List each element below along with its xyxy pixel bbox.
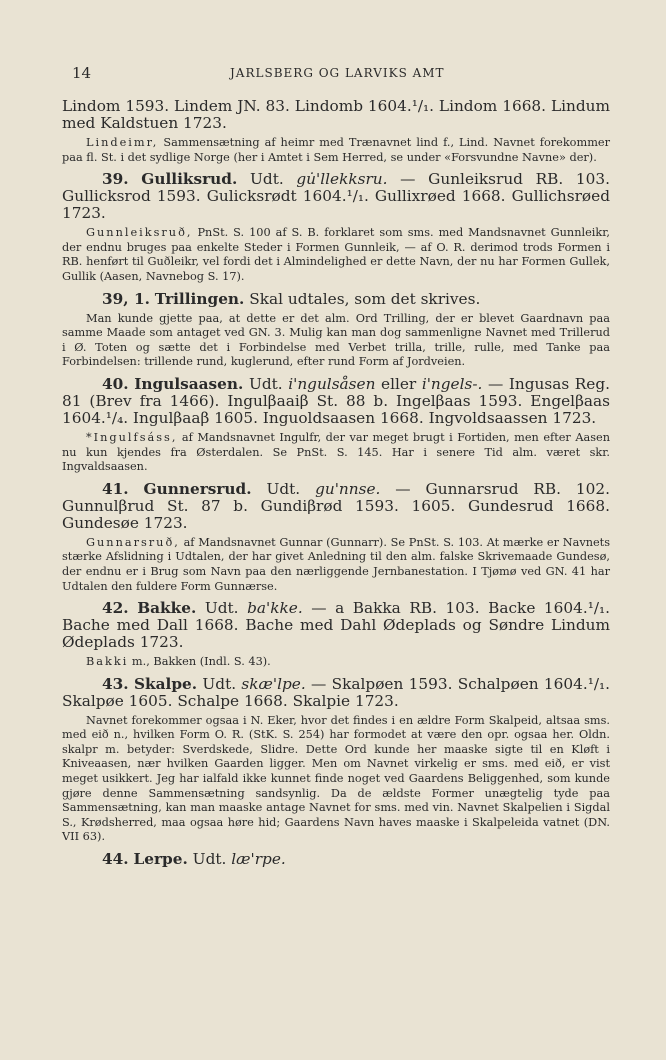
etymology-note: Navnet forekommer ogsaa i N. Eker, hvor det findes i en ældre Form Skalpeid, altsaa sms. med eið n., hvilken Form O. R. (StK. S. 254) har formodet at være den opr. ogsaa her. Oldn. skalpr m. betyder: Sverdskede, Slidre. Dette Ord kunde her maaske sigte til en Kløft i Kniveaasen, nær hvilken Gaarden ligger. Men om Navnet virkelig er sms. med eið, er vist meget usikkert. Jeg har ialfald ikke kunnet finde noget ved Gaardens Beliggenhed, som kunde gjøre denne Sammensætning sandsynlig. Da de ældste Former unægtelig tyde paa Sammensætning, kan man maaske antage Navnet for sms. med vin. Navnet Skalpelien i Sigdal S., Krødsherred, maa ogsaa høre hid; Gaardens Navn haves maaske i Skalpeleida vatnet (DN. VII 63). xyxy=(62,713,610,844)
etymology-note: Man kunde gjette paa, at dette er det alm. Ord Trilling, der er blevet Gaardnavn paa samme Maade som antaget ved GN. 3. Mulig kan man dog sammenligne Navnet med Trillerud i Ø. Toten og sætte det i Forbindelse med Verbet trilla, trille, rulle, med Tanke paa Forbindelsen: trillende rund, kuglerund, efter rund Form af Jordveien. xyxy=(62,311,610,369)
running-title: JARLSBERG OG LARVIKS AMT xyxy=(230,66,445,80)
entry-41: 41. Gunnersrud. Udt. gu'nnse. — Gunnarsrud RB. 102. Gunnulβrud St. 87 b. Gundiβrød 1593. 1605. Gundesrud 1668. Gundesøe 1723. xyxy=(62,479,610,532)
etymology-note: Bakki m., Bakken (Indl. S. 43). xyxy=(86,655,271,669)
entry-44: 44. Lerpe. Udt. læ'rpe. xyxy=(102,850,286,869)
entry-43: 43. Skalpe. Udt. skæ'lpe. — Skalpøen 1593. Schalpøen 1604.¹/₁. Skalpøe 1605. Schalpe 1668. Skalpie 1723. xyxy=(62,674,610,710)
entry-42: 42. Bakke. Udt. ba'kke. — a Bakka RB. 103. Backe 1604.¹/₁. Bache med Dall 1668. Bache med Dahl Ødeplads og Søndre Lindum Ødeplads 1723. xyxy=(62,599,610,652)
entry-40: 40. Ingulsaasen. Udt. i'ngulsåsen eller i'ngels-. — Ingusas Reg. 81 (Brev fra 1466). Ingulβaaiβ St. 88 b. Ingelβaas 1593. Engelβaas 1604.¹/₄. Ingulβaaβ 1605. Inguoldsaasen 1668. Ingvoldsaassen 1723. xyxy=(62,374,611,427)
etymology-note: Gunnarsruð, af Mandsnavnet Gunnar (Gunnarr). Se PnSt. S. 103. At mærke er Navnets stærke Afslidning i Udtalen, der har givet Anledning til den alm. falske Skrivemaade Gundesø, der endnu er i Brug som Navn paa den nærliggende Jernbanestation. I Tjømø ved GN. 41 har Udtalen den fuldere Form Gunnærse. xyxy=(62,535,610,593)
entry-text: Lindom 1593. Lindem JN. 83. Lindomb 1604.¹/₁. Lindom 1668. Lindum med Kaldstuen 1723. xyxy=(62,97,610,132)
entry-39: 39. Gulliksrud. Udt. gu̇'llekksru. — Gunleiksrud RB. 103. Gullicksrod 1593. Gulicksrødt 1604.¹/₁. Gullixrøed 1668. Gullichsrøed 1723. xyxy=(62,170,610,223)
etymology-note: Lindeimr, Sammensætning af heimr med Trænavnet lind f., Lind. Navnet forekommer paa fl. St. i det sydlige Norge (her i Amtet i Sem Herred, se under «Forsvundne Navne» der). xyxy=(62,136,610,164)
page-content xyxy=(62,98,610,872)
entry-39-1: 39, 1. Trillingen. Skal udtales, som det skrives. xyxy=(102,289,481,308)
etymology-note: Gunnleiksruð, PnSt. S. 100 af S. B. forklaret som sms. med Mandsnavnet Gunnleikr, der endnu bruges paa enkelte Steder i Formen Gunnleik, — af O. R. derimod trods Formen i RB. henført til Guðleikr, vel fordi det i Almindelighed er dette Navn, der nu har Formen Gullek, Gullik (Aasen, Navnebog S. 17). xyxy=(62,226,610,283)
page-number: 14 xyxy=(72,64,92,82)
etymology-note: *Ingulfsáss, af Mandsnavnet Ingulfr, der var meget brugt i Fortiden, men efter Aasen nu kun kjendes fra Østerdalen. Se PnSt. S. 145. Har i senere Tid alm. været skr. Ingvaldsaasen. xyxy=(62,430,610,474)
